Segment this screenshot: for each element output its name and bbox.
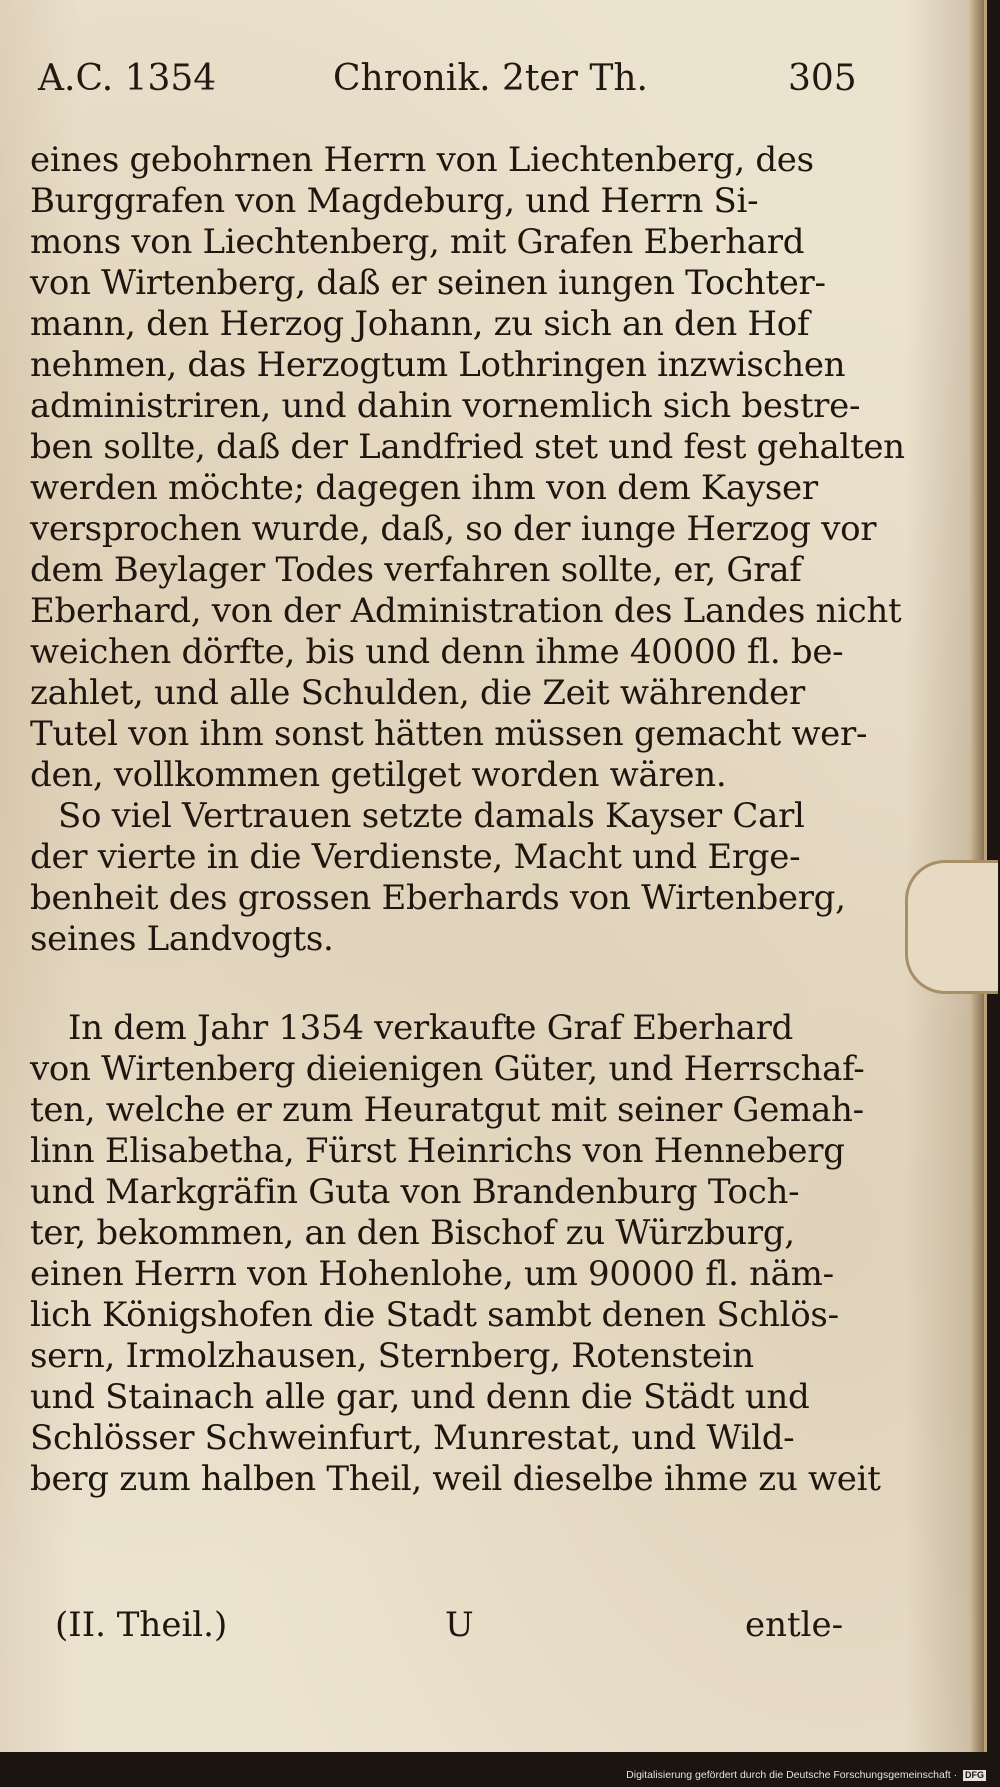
sheet-signature: U [445, 1605, 474, 1645]
text-line: nehmen, das Herzogtum Lothringen inzwischen [30, 345, 846, 385]
bookmark-tab-mark [905, 860, 998, 994]
text-line: versprochen wurde, daß, so der iunge Herzog vor [30, 509, 877, 549]
text-line: ten, welche er zum Heuratgut mit seiner Gemah- [30, 1090, 864, 1130]
catchword: entle- [745, 1605, 844, 1645]
text-line: administriren, und dahin vornemlich sich bestre- [30, 386, 861, 426]
text-line: sern, Irmolzhausen, Sternberg, Rotenstein [30, 1336, 754, 1376]
text-line: den, vollkommen getilget worden wären. [30, 755, 727, 795]
dfg-logo: DFG [965, 1769, 984, 1780]
text-line: ben sollte, daß der Landfried stet und fest gehalten [30, 427, 905, 467]
text-line: einen Herrn von Hohenlohe, um 90000 fl. näm- [30, 1254, 834, 1294]
text-line: Eberhard, von der Administration des Landes nicht [30, 591, 902, 631]
text-line: In dem Jahr 1354 verkaufte Graf Eberhard [68, 1008, 794, 1048]
header-year: A.C. 1354 [38, 58, 217, 99]
page-footer [55, 1605, 855, 1653]
text-line: von Wirtenberg dieienigen Güter, und Herrschaf- [30, 1049, 865, 1089]
text-line: Tutel von ihm sonst hätten müssen gemacht wer- [30, 714, 868, 754]
header-title: Chronik. 2ter Th. [333, 58, 648, 99]
text-line: Schlösser Schweinfurt, Munrestat, und Wild- [30, 1418, 795, 1458]
text-line: der vierte in die Verdienste, Macht und Erge- [30, 837, 801, 877]
text-line: von Wirtenberg, daß er seinen iungen Tochter- [30, 263, 826, 303]
page-number: 305 [788, 58, 857, 99]
text-line: werden möchte; dagegen ihm von dem Kayser [30, 468, 818, 508]
text-line: berg zum halben Theil, weil dieselbe ihme zu weit [30, 1459, 881, 1499]
text-line: eines gebohrnen Herrn von Liechtenberg, des [30, 140, 814, 180]
paragraph-gap [30, 960, 860, 1008]
paragraph-3 [30, 1008, 881, 1500]
text-line: lich Königshofen die Stadt sambt denen Schlös- [30, 1295, 839, 1335]
credit-text: Digitalisierung gefördert durch die Deutsche Forschungsgemeinschaft · [626, 1769, 958, 1781]
text-line: und Markgräfin Guta von Brandenburg Toch- [30, 1172, 800, 1212]
text-line: benheit des grossen Eberhards von Wirtenberg, [30, 878, 846, 918]
text-line: seines Landvogts. [30, 919, 334, 959]
text-line: mann, den Herzog Johann, zu sich an den Hof [30, 304, 810, 344]
text-line: dem Beylager Todes verfahren sollte, er, Graf [30, 550, 802, 590]
paragraph-2 [30, 796, 860, 960]
digitization-credit [626, 1769, 986, 1781]
text-line: und Stainach alle gar, und denn die Städt und [30, 1377, 810, 1417]
page-body [30, 140, 905, 1500]
text-line: zahlet, und alle Schulden, die Zeit währender [30, 673, 805, 713]
running-header [38, 58, 858, 108]
text-line: Burggrafen von Magdeburg, und Herrn Si- [30, 181, 759, 221]
text-line: ter, bekommen, an den Bischof zu Würzburg, [30, 1213, 795, 1253]
text-line: linn Elisabetha, Fürst Heinrichs von Henneberg [30, 1131, 845, 1171]
text-line: So viel Vertrauen setzte damals Kayser Carl [58, 796, 805, 836]
volume-signature: (II. Theil.) [55, 1605, 228, 1645]
paragraph-1 [30, 140, 905, 796]
text-line: mons von Liechtenberg, mit Grafen Eberhard [30, 222, 805, 262]
text-line: weichen dörfte, bis und denn ihme 40000 fl. be- [30, 632, 844, 672]
